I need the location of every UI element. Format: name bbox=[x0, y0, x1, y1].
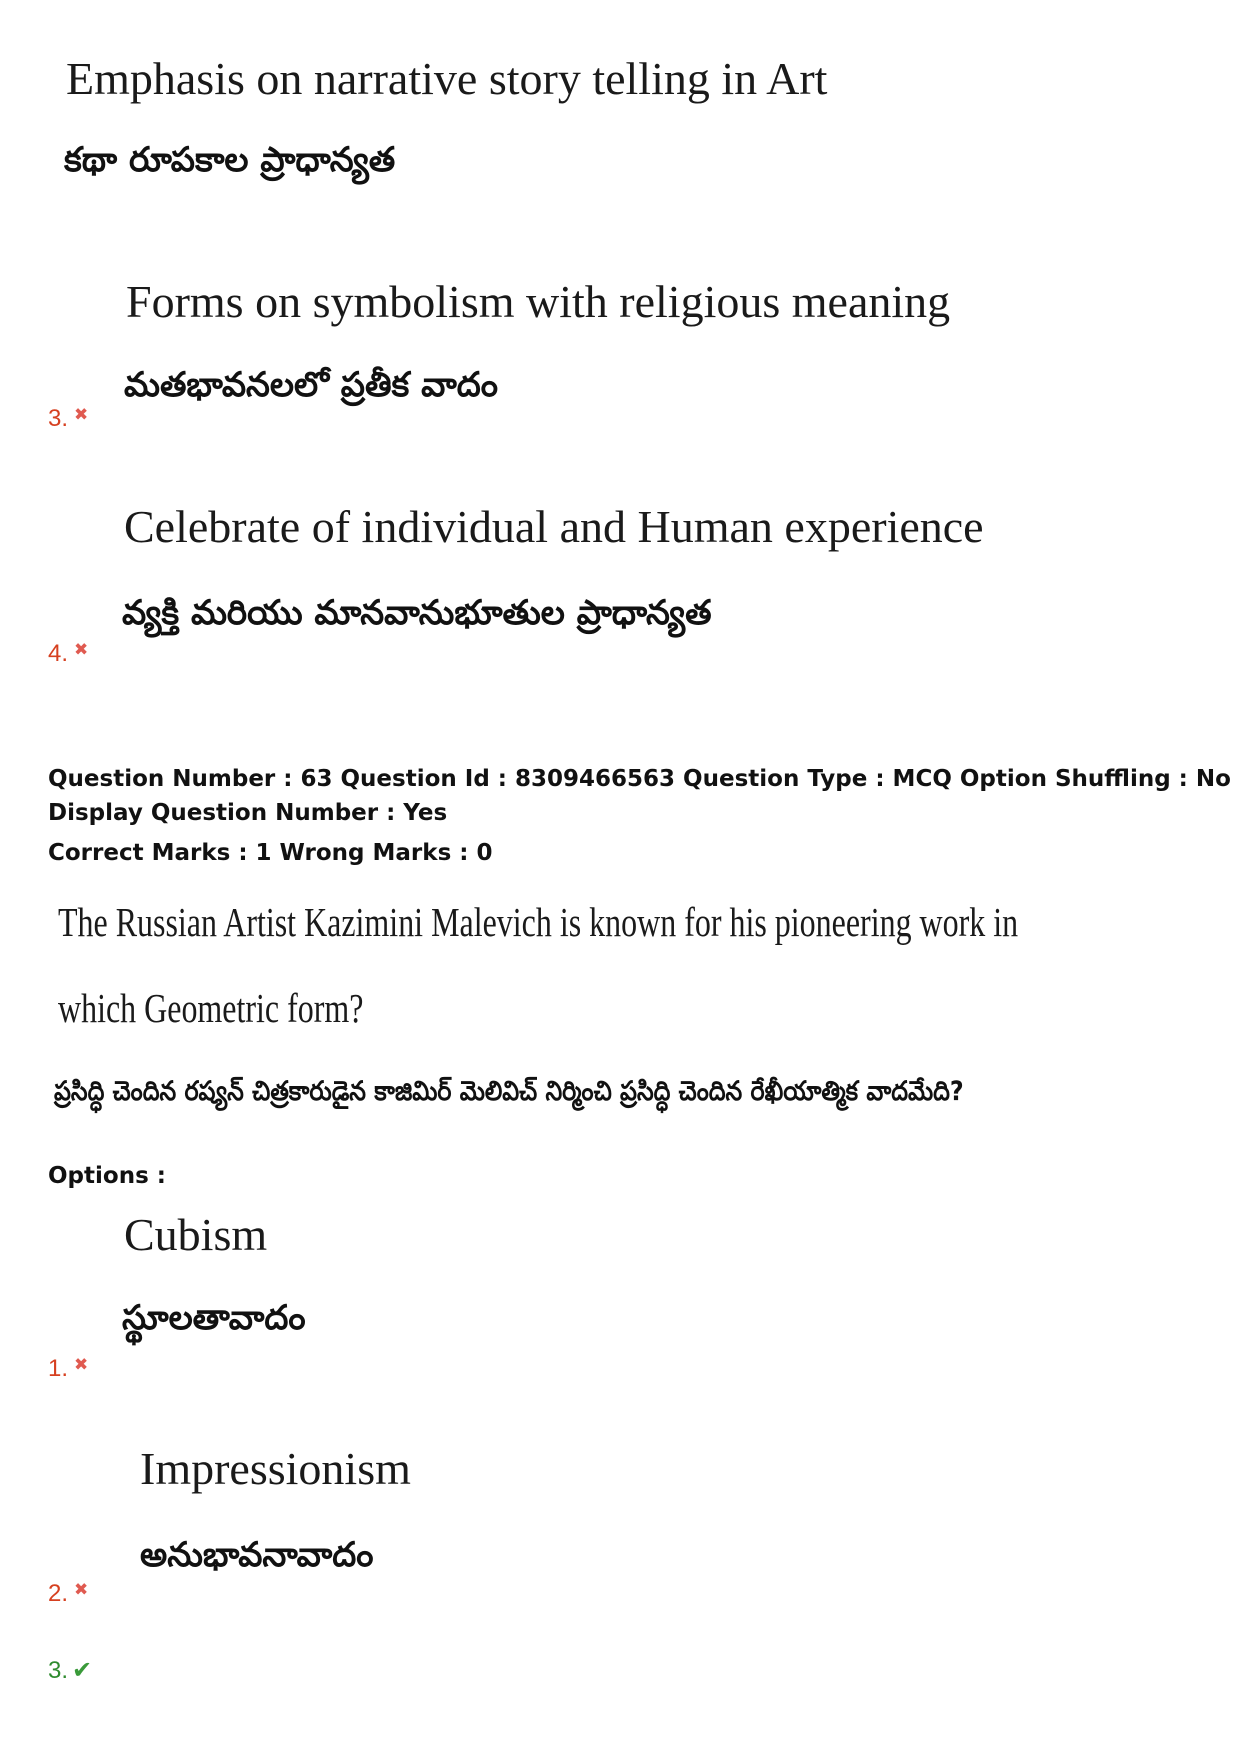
option-3-telugu: మతభావనలలో ప్రతీక వాదం bbox=[124, 365, 499, 405]
option-4-english: Celebrate of individual and Human experience bbox=[124, 501, 984, 552]
option-number: 1. bbox=[48, 1355, 69, 1382]
option-number: 3. bbox=[48, 405, 69, 432]
options-label: Options : bbox=[48, 1163, 166, 1189]
marks-line: Correct Marks : 1 Wrong Marks : 0 bbox=[48, 840, 493, 866]
option-3-marker bbox=[48, 405, 88, 433]
option-number: 4. bbox=[48, 640, 69, 667]
check-icon: ✔ bbox=[72, 1657, 93, 1684]
wrong-icon: ✖ bbox=[74, 1580, 89, 1599]
option-number: 2. bbox=[48, 1580, 69, 1607]
option-2-marker bbox=[48, 1580, 88, 1608]
question-text-line1: The Russian Artist Kazimini Malevich is known for his pioneering work in bbox=[58, 899, 1019, 945]
option-2-english: Impressionism bbox=[140, 1443, 411, 1494]
wrong-icon: ✖ bbox=[74, 640, 89, 659]
display-question-number: Display Question Number : Yes bbox=[48, 800, 448, 826]
option-1-english: Cubism bbox=[124, 1209, 268, 1260]
option-1-telugu: స్థూలతావాదం bbox=[122, 1298, 306, 1338]
option-1-marker bbox=[48, 1355, 88, 1383]
option-4-telugu: వ్యక్తి మరియు మానవానుభూతుల ప్రాధాన్యత bbox=[122, 593, 712, 633]
question-meta-line: Question Number : 63 Question Id : 8309466563 Question Type : MCQ Option Shuffling : No bbox=[48, 766, 1231, 792]
wrong-icon: ✖ bbox=[74, 405, 89, 424]
prev-option-english: Emphasis on narrative story telling in Art bbox=[66, 53, 828, 104]
question-text-line2: which Geometric form? bbox=[58, 985, 364, 1031]
wrong-icon: ✖ bbox=[74, 1355, 89, 1374]
question-text-telugu: ప్రసిద్ధి చెందిన రష్యన్ చిత్రకారుడైన కాజిమిర్ మెలివిచ్ నిర్మించి ప్రసిద్ధి చెందిన రేఖీయాత్మిక వాదమేది? bbox=[54, 1076, 964, 1107]
option-3-correct-marker bbox=[48, 1656, 92, 1685]
option-number: 3. bbox=[48, 1657, 69, 1684]
option-4-marker bbox=[48, 640, 88, 668]
option-2-telugu: అనుభావనావాదం bbox=[140, 1535, 374, 1575]
prev-option-telugu: కథా రూపకాల ప్రాధాన్యత bbox=[64, 140, 396, 180]
option-3-english: Forms on symbolism with religious meaning bbox=[126, 276, 951, 327]
